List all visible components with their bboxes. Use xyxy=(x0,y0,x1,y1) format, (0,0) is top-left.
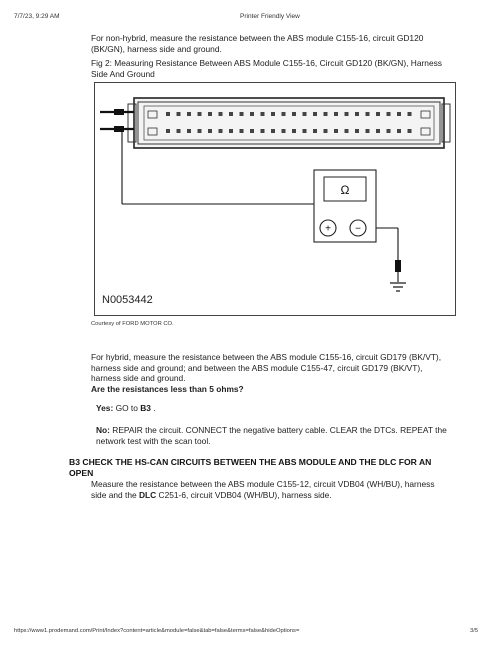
pin-cavity xyxy=(324,112,328,116)
pin-cavity xyxy=(187,129,191,133)
pin-cavity xyxy=(166,112,170,116)
pin-cavity xyxy=(313,112,317,116)
pin-cavity xyxy=(303,112,307,116)
step-b3-paragraph xyxy=(91,479,451,500)
goto-b3-link[interactable]: B3 xyxy=(140,403,151,413)
pin-cavity xyxy=(282,112,286,116)
print-title: Printer Friendly View xyxy=(240,13,300,20)
pin-cavity xyxy=(271,112,275,116)
hybrid-paragraph: For hybrid, measure the resistance between the ABS module C155-16, circuit GD179 (BK/VT), harness side and ground; and between the ABS module C155-47, circuit GD179 (BK/VT), harness side and ground. xyxy=(91,352,442,383)
minus-terminal-icon: − xyxy=(355,223,361,235)
pin-cavity xyxy=(271,129,275,133)
pin-cavity xyxy=(376,112,380,116)
pin-cavity xyxy=(397,112,401,116)
yes-period: . xyxy=(153,403,156,413)
yes-text: GO to xyxy=(115,403,138,413)
figure-courtesy: Courtesy of FORD MOTOR CO. xyxy=(91,321,174,327)
no-label: No: xyxy=(96,425,110,435)
no-text: REPAIR the circuit. CONNECT the negative battery cable. CLEAR the DTCs. REPEAT the network test with the scan tool. xyxy=(96,425,447,446)
pin-cavity xyxy=(355,129,359,133)
pin-cavity xyxy=(282,129,286,133)
pin-cavity xyxy=(229,112,233,116)
plus-terminal-icon: + xyxy=(325,223,331,235)
pin-cavity xyxy=(219,129,223,133)
pin-cavity xyxy=(376,129,380,133)
pin-cavity xyxy=(324,129,328,133)
pin-cavity xyxy=(345,112,349,116)
no-line xyxy=(96,425,451,446)
pin-cavity xyxy=(240,112,244,116)
pin-cavity xyxy=(261,129,265,133)
pin-cavity xyxy=(408,129,412,133)
yes-label: Yes: xyxy=(96,403,114,413)
footer-url: https://www1.prodemand.com/Print/Index?content=article&module=false&tab=false&terms=false&hideOptions= xyxy=(14,628,300,634)
ground-symbol-icon xyxy=(390,283,406,291)
print-date: 7/7/23, 9:29 AM xyxy=(14,13,60,20)
page-number: 3/5 xyxy=(470,628,479,634)
pin-cavity xyxy=(408,112,412,116)
b3-text-1: Measure the resistance between the ABS module C155-12, circuit VDB04 (WH/BU), harness side and the xyxy=(91,479,435,500)
yes-line xyxy=(96,403,156,414)
connector-c155 xyxy=(128,98,450,148)
pin-cavity xyxy=(366,129,370,133)
pin-cavity xyxy=(292,129,296,133)
pin-cavity xyxy=(355,112,359,116)
pin-cavity xyxy=(387,112,391,116)
intro-paragraph: For non-hybrid, measure the resistance between the ABS module C155-16, circuit GD120 (BK/GN), harness side and ground. xyxy=(91,33,424,54)
b3-text-2: C251-6, circuit VDB04 (WH/BU), harness side. xyxy=(158,489,332,500)
pin-cavity xyxy=(334,112,338,116)
step-b3-heading: B3 CHECK THE HS-CAN CIRCUITS BETWEEN THE ABS MODULE AND THE DLC FOR AN OPEN xyxy=(69,457,432,478)
pin-cavity xyxy=(208,112,212,116)
pin-cavity xyxy=(387,129,391,133)
pin-cavity xyxy=(261,112,265,116)
pin-cavity xyxy=(229,129,233,133)
pin-cavity xyxy=(250,112,254,116)
pin-cavity xyxy=(198,129,202,133)
pin-cavity xyxy=(366,112,370,116)
figure-id-label: N0053442 xyxy=(102,294,153,306)
pin-cavity xyxy=(303,129,307,133)
pin-cavity xyxy=(208,129,212,133)
pin-cavity xyxy=(219,112,223,116)
figure-caption: Fig 2: Measuring Resistance Between ABS Module C155-16, Circuit GD120 (BK/GN), Harness Side And Ground xyxy=(91,58,442,79)
ohmmeter xyxy=(314,170,376,242)
pin-cavity xyxy=(177,112,181,116)
pin-cavity xyxy=(240,129,244,133)
wiring-diagram xyxy=(94,82,456,316)
pin-cavity xyxy=(397,129,401,133)
pin-cavity xyxy=(250,129,254,133)
pin-cavity xyxy=(345,129,349,133)
pin-cavity xyxy=(177,129,181,133)
pin-cavity xyxy=(187,112,191,116)
dlc-term: DLC xyxy=(138,489,157,500)
pin-cavity xyxy=(334,129,338,133)
resistance-question: Are the resistances less than 5 ohms? xyxy=(91,384,244,394)
pin-cavity xyxy=(313,129,317,133)
pin-cavity xyxy=(166,129,170,133)
pin-cavity xyxy=(292,112,296,116)
pin-cavity xyxy=(198,112,202,116)
ohm-symbol-icon: Ω xyxy=(340,183,350,197)
